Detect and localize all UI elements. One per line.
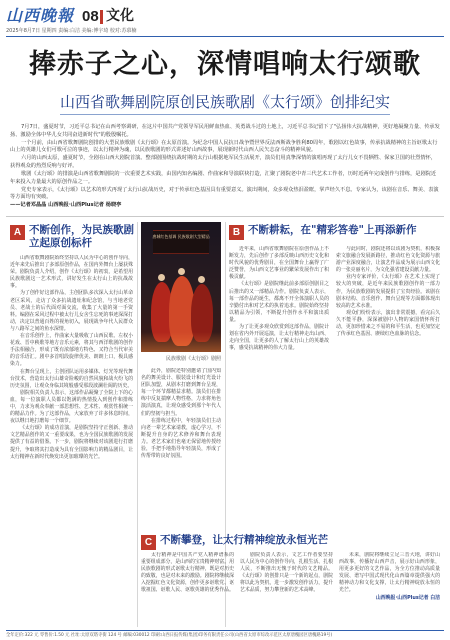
body-paragraph: 未来，剧院将继续立足三晋大地，讲好山西故事，传播好山西声音，展示好山西形象，用更多更好的文艺作品，为全方位推动高质量发展、谱写中国式现代化山西篇章提供强大的精神动力和文化支撑，让太行精神绽放永恒的光芒。 <box>339 552 440 594</box>
body-paragraph: 太行精神是中国共产党人精神谱系的重要组成部分，是山西的宝贵精神财富。用民族歌剧的形式讴歌太行精神，既是对历史的致敬，也是对未来的激励。剧院将继续深入挖掘红色文化资源，创作更多讴歌党、讴歌祖国、讴歌人民、讴歌英雄的优秀作品。 <box>141 552 234 594</box>
lead-section <box>10 124 440 211</box>
body-paragraph: 与此同时，剧院还将以该剧为契机，积极探索文旅融合发展新路径，推动红色文化资源与旅游产业深度融合，让演艺作品成为展示山西文化的一张亮丽名片，为文化强省建设贡献力量。 <box>336 246 440 274</box>
body-paragraph: 业内专家评价，《太行颂》在艺术上实现了较大的突破，是近年来民族歌剧创作的一部力作，为民族歌剧的发展提供了宝贵经验。该剧在剧本结构、音乐创作、舞台呈现等方面都体现出较高的艺术水准。 <box>336 274 440 309</box>
section-name: 文化 <box>106 8 134 24</box>
section-c-title: 不断攀登，让太行精神绽放永恒光芒 <box>160 534 328 546</box>
section-a-heading <box>10 224 135 250</box>
masthead <box>6 6 444 34</box>
section-c-heading <box>141 534 441 550</box>
section-b-badge: B <box>229 225 244 240</box>
section-c-body-2 <box>240 552 333 628</box>
section-b-body-left <box>229 246 329 528</box>
page-number: 08 <box>82 8 99 25</box>
lead-paragraph: 歌剧《太行颂》的排演是山西省歌舞剧院的一次重要艺术实践，由国内知名编剧、作曲家和导演联袂打造，汇聚了剧院老中青三代艺术工作者，历时近两年完成创作与排练，是剧院近年来投入力量最大的原创作品之一。 <box>10 171 437 185</box>
footer-rule <box>6 630 444 631</box>
body-paragraph: 山西省歌舞剧院始终坚持以人民为中心的创作导向，近年来先后推出了多部原创作品，在国内外舞台上屡获殊荣。剧院负责人介绍，创作《太行颂》的初衷，是希望用民族歌剧这一艺术形式，讲好发生在太行山上的抗战故事。 <box>10 255 133 290</box>
masthead-rule <box>6 36 444 37</box>
lead-paragraph: 7月7日，盛夏时节，习近平总书记在山西考察调研，在这片中国共产党领导军民用鲜血热血、英勇战斗过的土地上，习近平总书记留下了"弘扬伟大抗战精神，更好地凝聚力量、传承发扬、激励全体中华儿女共同奋进新时代"的殷殷嘱托。 <box>10 124 440 138</box>
body-paragraph: 近年来，山西省歌舞剧院在原创作品上不断发力，先后创作了多部反映山西历史文化和时代风貌的优秀剧目，在全国舞台上赢得了广泛赞誉，为山西文艺事业的繁荣发展作出了积极贡献。 <box>229 246 329 281</box>
lead-divider <box>6 216 444 217</box>
section-c-body-1 <box>141 552 234 628</box>
body-paragraph: 在舞台呈现上，主创团队运用多媒体、灯光等现代舞台技术，营造出太行山雄奇险峻的自然风貌和战火纷飞的历史氛围，让观众身临其境般感受那段波澜壮阔的历史。 <box>10 368 133 389</box>
lead-signature: ——记者邓晶晶 山西晚报·山西Plus记者 杨晓亭 <box>10 202 122 209</box>
masthead-divider <box>100 10 103 24</box>
subheadline: 山西省歌舞剧院原创民族歌剧《太行颂》创排纪实 <box>59 93 390 111</box>
subheadline-rule <box>60 114 390 115</box>
body-paragraph: 此外，剧院还特别邀请了国内知名的舞美设计、服装设计和灯光设计团队加盟，从剧本打磨到舞台呈现，每一个环节都精益求精。演员们在排练中反复揣摩人物性格，力求将角色演活演真，让观众感受到那个年代人们的坚韧与担当。 <box>141 368 221 417</box>
lead-paragraph: 六月的山西太原，盛夏时节，全剧在山西大剧院首演。整部剧围绕抗战时期的太行山根据地军民生活展开，演员们用真挚深情的演唱再现了太行儿女不畏牺牲、保家卫国的壮烈情怀，获得观众的热烈反响与好评。 <box>10 155 437 169</box>
lead-paragraph: 一个月前，由山西省歌舞剧院创排的大型民族歌剧《太行颂》在太原首演。为纪念中国人民抗日战争暨世界反法西斯战争胜利80周年，歌剧以红色故事，传承抗战精神的主旨讴歌太行山上的英雄儿女们可歌可泣的事迹，以太行精神为魂，以民族歌剧的形式讲述好山西故事，展现新时代山西人民矢志奋斗的精神风貌。 <box>10 139 438 154</box>
performer-head <box>178 268 185 275</box>
lead-paragraph: 党史专家表示，《太行颂》以艺术的形式再现了太行山抗战历史，对于传承红色基因具有重要意义。演出期间，众多观众热泪盈眶，掌声经久不息。专家认为，该剧在音乐、舞美、表演等方面均有突破。 <box>10 186 439 201</box>
body-paragraph: 为了创作好这部作品，主创团队多次深入太行山革命老区采风，走访了众多抗战遗址和纪念馆，与当地老党员、老战士的后代面对面交流，收集了大量的第一手资料。编剧在采风过程中被太行儿女舍生忘死的事迹深深打动，决定以普通百姓的视角切入，展现战争年代人民群众与八路军之间的鱼水深情。 <box>10 290 133 332</box>
opera-stage-photo <box>141 222 221 352</box>
section-a-badge: A <box>10 225 25 240</box>
body-paragraph: 剧院负责人表示，文艺工作者要坚持以人民为中心的创作导向，扎根生活、扎根人民，不断推出无愧于时代的文艺精品。《太行颂》的创排只是一个新的起点，剧院将以此为契机，进一步激发创作活力，提升艺术品质，努力攀登新的艺术高峰。 <box>240 552 333 594</box>
section-b-title: 不断耕耘，在"精彩答卷"上再添新作 <box>248 224 417 236</box>
article-byline: 山西晚报·山西Plus记者 白洁 <box>375 594 440 601</box>
performer-head <box>158 274 165 281</box>
body-paragraph: 《太行颂》是剧院继此前多部原创剧目之后推出的又一部精品力作。剧院负责人表示，每一部作品的诞生，都离不开全体演职人员的辛勤付出和对艺术的执着追求。剧院始终坚持以精品为引领，不断提升创作水平和演出质量。 <box>229 281 329 323</box>
issue-info: 2025年8月7日 星期四 责编:白洁 美编:博宇琦 校对:苏慕楠 <box>6 28 137 34</box>
stage-light <box>141 332 221 352</box>
section-c-body-3 <box>339 552 440 628</box>
photo-caption: 民族歌剧《太行颂》剧照 <box>165 356 221 362</box>
body-paragraph: 观众们纷纷表示，演出非常震撼，看完后久久不能平静，深深被剧中人物的家国情怀所打动，更加珍惜来之不易的和平生活，也更加坚定了传承红色基因、赓续红色血脉的信念。 <box>336 309 440 338</box>
section-a-body <box>10 255 133 627</box>
performer-head <box>198 276 205 283</box>
section-c-badge: C <box>141 535 156 550</box>
photo-overlay-text: 唐城红色基调 民族歌剧大型精品 <box>152 234 210 239</box>
body-paragraph: 为了让更多观众欣赏到这部作品，剧院计划在省内外开展巡演，让太行精神走出山西、走向全国，让更多的人了解太行山上的英雄故事，感受抗战精神的伟大力量。 <box>229 324 329 352</box>
body-paragraph: 剧院相关负责人表示，这部作品凝聚了全院上下的心血，每一位演职人员都以饱满的热情投入到创作和排练中，力求为观众奉献一部思想性、艺术性、观赏性相统一的精品力作。为了这部作品，大家放弃了许多休息时间，夜以继日地打磨每一个细节。 <box>10 389 133 425</box>
section-a-title: 不断创作，为民族歌剧立起原创标杆 <box>29 224 134 249</box>
newspaper-logo: 山西晚報 <box>6 6 75 25</box>
section-b-body-right <box>336 246 440 528</box>
page-title: 捧赤子之心，深情唱响太行颂歌 <box>29 49 421 80</box>
column-divider <box>137 222 138 627</box>
section-b-heading <box>229 224 444 240</box>
body-paragraph: 《太行颂》的成功首演，是剧院坚持守正创新、推动文艺精品创作的又一重要成果，也为全国民族歌剧的发展提供了有益的借鉴。下一步，剧院将继续对该剧进行打磨提升，争取将其打造成为具有全国影响力的精品剧目，让太行精神在新时代焕发出更加璀璨的光芒。 <box>10 425 133 460</box>
body-paragraph: 在排练过程中，年轻演员们主动向老一辈艺术家请教，虚心学习，不断提升自身的艺术修养和舞台表现力。老艺术家们也毫无保留地传授经验，手把手地指导年轻演员，形成了传帮带的良好氛围。 <box>141 417 221 460</box>
body-paragraph: 在音乐创作上，作曲家大量吸收了山西民歌、左权小花戏、晋中秧歌等地方音乐元素，将其与西洋歌剧的创作手法相融合，形成了既有浓郁地方特色、又符合当代审美的音乐语汇。剧中多首唱段旋律优美、朗朗上口，极具感染力。 <box>10 333 133 368</box>
publication-footer: 全年定价:322 元 零售价:1.50 元 社址:太原双塔寺街 124 号 邮编:030012 印刷:山西日报传媒(集团)印务有限责任公司(山西省太原市综改示范区太原唐槐园区唐槐路19号) <box>6 633 333 638</box>
photo-column-body <box>141 368 221 528</box>
